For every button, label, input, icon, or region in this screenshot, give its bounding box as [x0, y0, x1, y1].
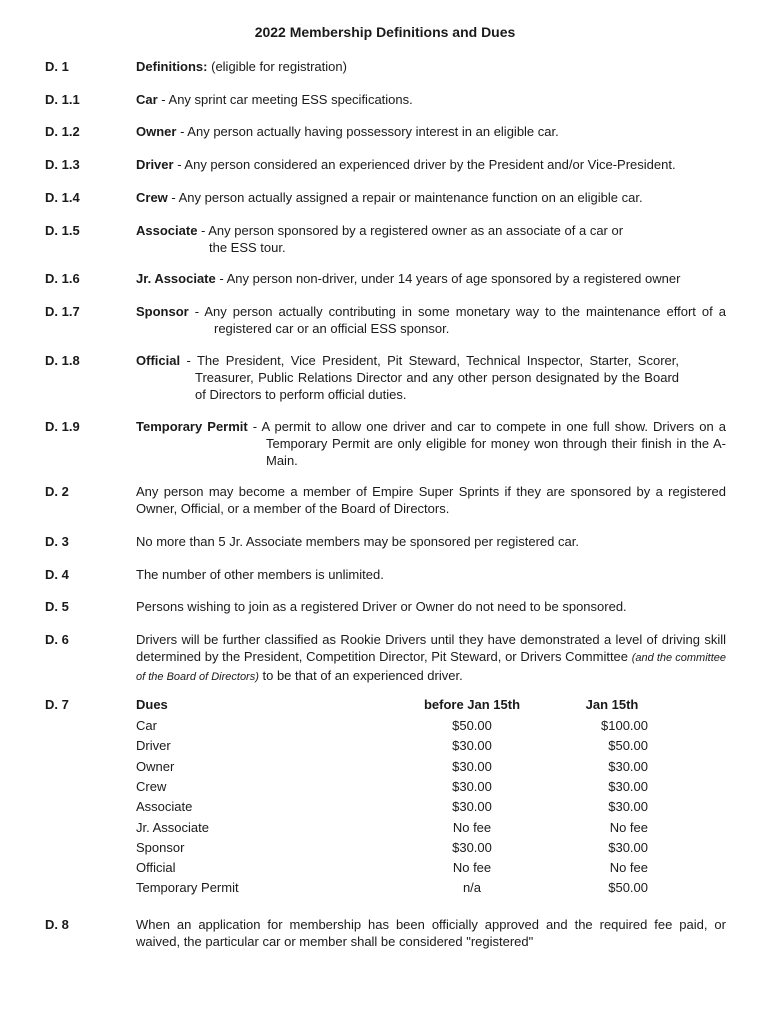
d6-text: Drivers will be further classified as Rookie Drivers until they have demonstrated a level of driving skill determined by the President, Competition Director, Pit Steward, or Drivers Committee [136, 632, 726, 664]
dues-row [136, 799, 736, 819]
definition: - A permit to allow one driver and car to compete in one full show. Drivers on a Temporary Permit are only eligible for money won through their finish in the A-Main. [247, 419, 727, 468]
dues-amount: $50.00 [452, 718, 492, 733]
dues-category: Official [136, 860, 176, 876]
section-number: D. 1.6 [45, 271, 80, 286]
section-number: D. 1.5 [45, 223, 80, 238]
dues-header-row [136, 697, 736, 717]
dues-row [136, 880, 736, 900]
section-text [136, 418, 726, 469]
definition: - The President, Vice President, Pit Steward, Technical Inspector, Starter, Scorer, Treasurer, Public Relations Director and any other person designated by the Board of Directors to perform official duties. [180, 353, 679, 402]
d6-italic: (and the committee of the Board of Directors) [136, 652, 727, 683]
section-text [136, 270, 726, 287]
dues-category: Temporary Permit [136, 880, 239, 896]
dues-amount: $30.00 [608, 839, 648, 855]
section-number: D. 1 [45, 59, 69, 74]
dues-row [136, 718, 736, 738]
dues-amount: $30.00 [608, 799, 648, 815]
section-text [136, 123, 726, 140]
term: Jr. Associate [136, 271, 216, 286]
definition: - Any person sponsored by a registered owner as an associate of a car or the ESS tour. [197, 223, 624, 255]
dues-row [136, 779, 736, 799]
term: Temporary Permit [136, 419, 248, 434]
term: Associate [136, 223, 198, 238]
section-number: D. 1.9 [45, 419, 80, 434]
section-text: When an application for membership has been officially approved and the required fee paid, or waived, the particular car or member shall be considered "registered" [136, 917, 726, 949]
section-number: D. 1.4 [45, 190, 80, 205]
definition: - Any person actually assigned a repair or maintenance function on an eligible car. [167, 190, 643, 205]
section-number: D. 5 [45, 599, 69, 614]
term: Car [136, 92, 158, 107]
section-number: D. 1.1 [45, 92, 80, 107]
page-title: 2022 Membership Definitions and Dues [254, 24, 516, 40]
dues-row [136, 759, 736, 779]
dues-header: Jan 15th [585, 697, 639, 712]
dues-category: Crew [136, 778, 167, 794]
dues-category: Car [136, 718, 157, 733]
dues-category: Sponsor [136, 839, 185, 855]
dues-amount: $30.00 [608, 778, 648, 794]
dues-amount: $30.00 [452, 799, 492, 815]
dues-category: Associate [136, 799, 193, 815]
section-number: D. 7 [45, 697, 69, 712]
section-text [136, 303, 726, 337]
dues-amount: No fee [452, 819, 492, 835]
term: Driver [136, 157, 174, 172]
section-number: D. 1.3 [45, 157, 80, 172]
section-text [136, 58, 726, 75]
section-text: Persons wishing to join as a registered Driver or Owner do not need to be sponsored. [136, 599, 627, 614]
definition: - Any person considered an experienced driver by the President and/or Vice-President. [173, 157, 676, 172]
section-number: D. 4 [45, 567, 69, 582]
dues-row [136, 840, 736, 860]
term: Sponsor [136, 304, 189, 319]
section-number: D. 1.2 [45, 124, 80, 139]
dues-header: before Jan 15th [423, 697, 521, 712]
dues-amount: n/a [462, 880, 482, 896]
definition: - Any person actually contributing in some monetary way to the maintenance effort of a registered car or an official ESS sponsor. [188, 304, 726, 336]
dues-amount: $30.00 [452, 758, 492, 774]
section-number: D. 1.7 [45, 304, 80, 319]
term: Definitions: [136, 59, 208, 74]
definition: - Any person non-driver, under 14 years of age sponsored by a registered owner [215, 271, 681, 286]
dues-amount: No fee [452, 860, 492, 876]
dues-amount: $50.00 [608, 880, 648, 896]
section-text [136, 631, 726, 686]
term: Official [136, 353, 181, 368]
section-text [136, 156, 726, 173]
section-number: D. 6 [45, 632, 69, 647]
section-number: D. 3 [45, 534, 69, 549]
definition: - Any sprint car meeting ESS specifications. [157, 92, 413, 107]
section-text [136, 352, 679, 403]
section-text: The number of other members is unlimited. [136, 567, 384, 582]
dues-amount: No fee [609, 860, 648, 876]
section-text: Any person may become a member of Empire Super Sprints if they are sponsored by a registered Owner, Official, or a member of the Board of Directors. [136, 484, 726, 516]
dues-row [136, 820, 736, 840]
dues-header: Dues [136, 697, 168, 712]
dues-amount: $100.00 [601, 718, 648, 733]
term: Owner [136, 124, 177, 139]
dues-amount: $30.00 [452, 778, 492, 794]
section-text [136, 222, 632, 256]
section-text [136, 91, 726, 108]
dues-amount: $30.00 [608, 758, 648, 774]
dues-amount: No fee [609, 819, 648, 835]
dues-category: Jr. Associate [136, 819, 209, 835]
dues-category: Owner [136, 758, 175, 774]
definition: - Any person actually having possessory interest in an eligible car. [176, 124, 559, 139]
section-number: D. 8 [45, 917, 69, 932]
section-number: D. 1.8 [45, 353, 80, 368]
section-text: No more than 5 Jr. Associate members may be sponsored per registered car. [136, 534, 579, 549]
definition: (eligible for registration) [207, 59, 347, 74]
section-number: D. 2 [45, 484, 69, 499]
d6-text-end: to be that of an experienced driver. [258, 668, 463, 683]
dues-amount: $50.00 [608, 738, 648, 754]
dues-amount: $30.00 [452, 738, 492, 754]
dues-row [136, 738, 736, 758]
dues-amount: $30.00 [452, 839, 492, 855]
section-text [136, 189, 726, 206]
dues-category: Driver [136, 738, 171, 754]
dues-row [136, 860, 736, 880]
term: Crew [136, 190, 168, 205]
